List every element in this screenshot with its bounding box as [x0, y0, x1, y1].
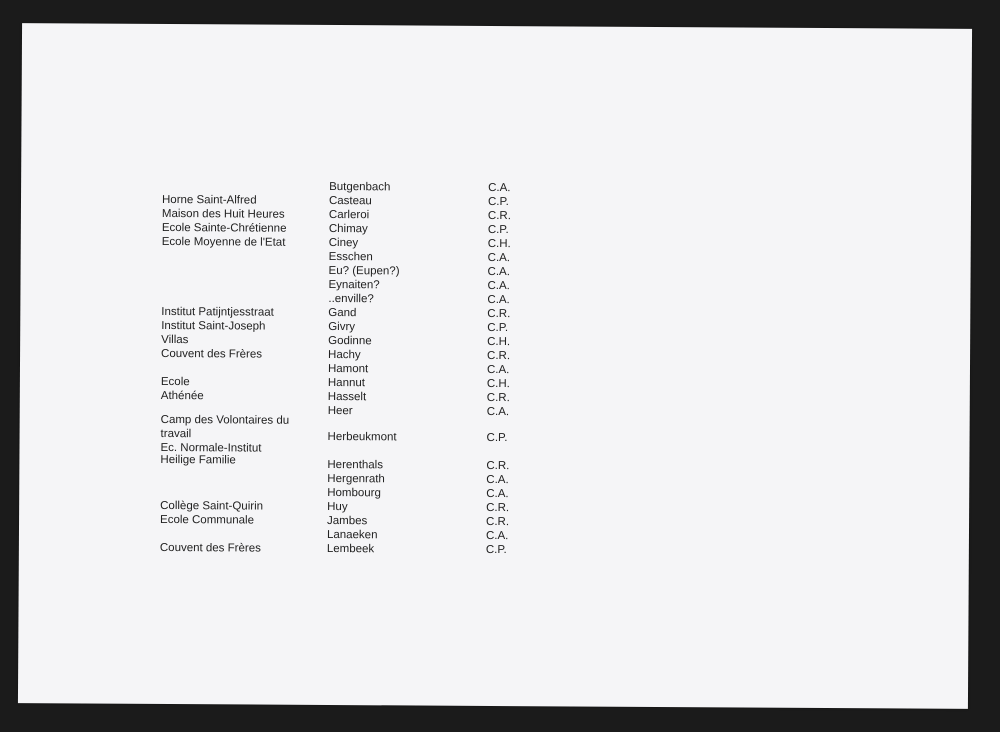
institution-name: Athénée: [160, 389, 204, 403]
category-code: C.A.: [485, 529, 509, 543]
city-name: Ciney: [328, 236, 359, 250]
city-name: Hachy: [328, 348, 361, 362]
institution-name: Ecole Communale: [160, 513, 255, 527]
institution-name: Couvent des Frères: [161, 347, 263, 361]
institution-name: Camp des Volontaires du: [160, 413, 290, 427]
institution-name: Maison des Huit Heures: [161, 207, 285, 221]
institution-name: travail: [160, 427, 192, 441]
city-name: Hamont: [327, 362, 369, 376]
city-name: Hombourg: [327, 486, 381, 500]
category-code: C.H.: [487, 237, 511, 251]
city-name: Herbeukmont: [327, 430, 397, 444]
institution-name: Villas: [161, 333, 189, 347]
city-name: Givry: [328, 320, 356, 334]
institution-name: Ec. Normale-Institut: [160, 441, 262, 455]
city-name: Butgenbach: [329, 180, 391, 194]
category-code: C.H.: [486, 377, 510, 391]
category-code: C.R.: [487, 349, 511, 363]
city-name: Godinne: [328, 334, 372, 348]
category-code: C.P.: [486, 431, 508, 445]
category-code: C.P.: [487, 223, 509, 237]
city-name: Lembeek: [326, 542, 375, 556]
category-code: C.A.: [486, 473, 509, 487]
city-name: Hergenrath: [327, 472, 385, 486]
city-name: Carleroi: [328, 208, 370, 222]
city-name: Eu? (Eupen?): [328, 264, 400, 278]
category-code: C.R.: [486, 515, 510, 529]
city-name: ..enville?: [328, 292, 374, 306]
category-code: C.H.: [487, 335, 511, 349]
category-code: C.A.: [487, 293, 510, 307]
category-code: C.A.: [487, 279, 510, 293]
institution-name: Collège Saint-Quirin: [160, 499, 264, 513]
city-name: Lanaeken: [326, 528, 378, 542]
city-name: Eynaiten?: [328, 278, 380, 292]
category-code: C.P.: [487, 321, 509, 335]
city-name: Hasselt: [327, 390, 367, 404]
institution-name: Ecole Moyenne de l'Etat: [161, 235, 286, 249]
category-code: C.A.: [486, 363, 510, 377]
city-name: Jambes: [327, 514, 368, 528]
category-code: C.A.: [486, 405, 510, 419]
city-name: Gand: [328, 306, 357, 320]
city-name: Huy: [327, 500, 348, 514]
document-page: [18, 23, 972, 709]
category-code: C.P.: [487, 195, 509, 209]
institution-name: Heilige Familie: [160, 453, 236, 467]
city-name: Chimay: [328, 222, 368, 236]
city-name: Esschen: [328, 250, 373, 264]
institution-name: Institut Saint-Joseph: [161, 319, 266, 333]
category-code: C.R.: [487, 209, 511, 223]
category-code: C.R.: [487, 307, 511, 321]
institution-name: Horne Saint-Alfred: [161, 193, 257, 207]
institution-name: Ecole: [160, 375, 190, 389]
institution-name: Couvent des Frères: [159, 541, 261, 555]
category-code: C.R.: [486, 459, 510, 473]
category-code: C.R.: [486, 501, 510, 515]
category-code: C.A.: [488, 181, 511, 195]
category-code: C.P.: [485, 543, 507, 557]
category-code: C.R.: [486, 391, 510, 405]
city-name: Herenthals: [327, 458, 384, 472]
category-code: C.A.: [487, 265, 510, 279]
institution-name: Ecole Sainte-Chrétienne: [161, 221, 287, 235]
category-code: C.A.: [486, 487, 509, 501]
city-name: Heer: [327, 404, 353, 418]
institution-list: [22, 23, 972, 557]
category-code: C.A.: [487, 251, 511, 265]
institution-name: Institut Patijntjesstraat: [161, 305, 274, 319]
city-name: Hannut: [327, 376, 366, 390]
city-name: Casteau: [328, 194, 372, 208]
